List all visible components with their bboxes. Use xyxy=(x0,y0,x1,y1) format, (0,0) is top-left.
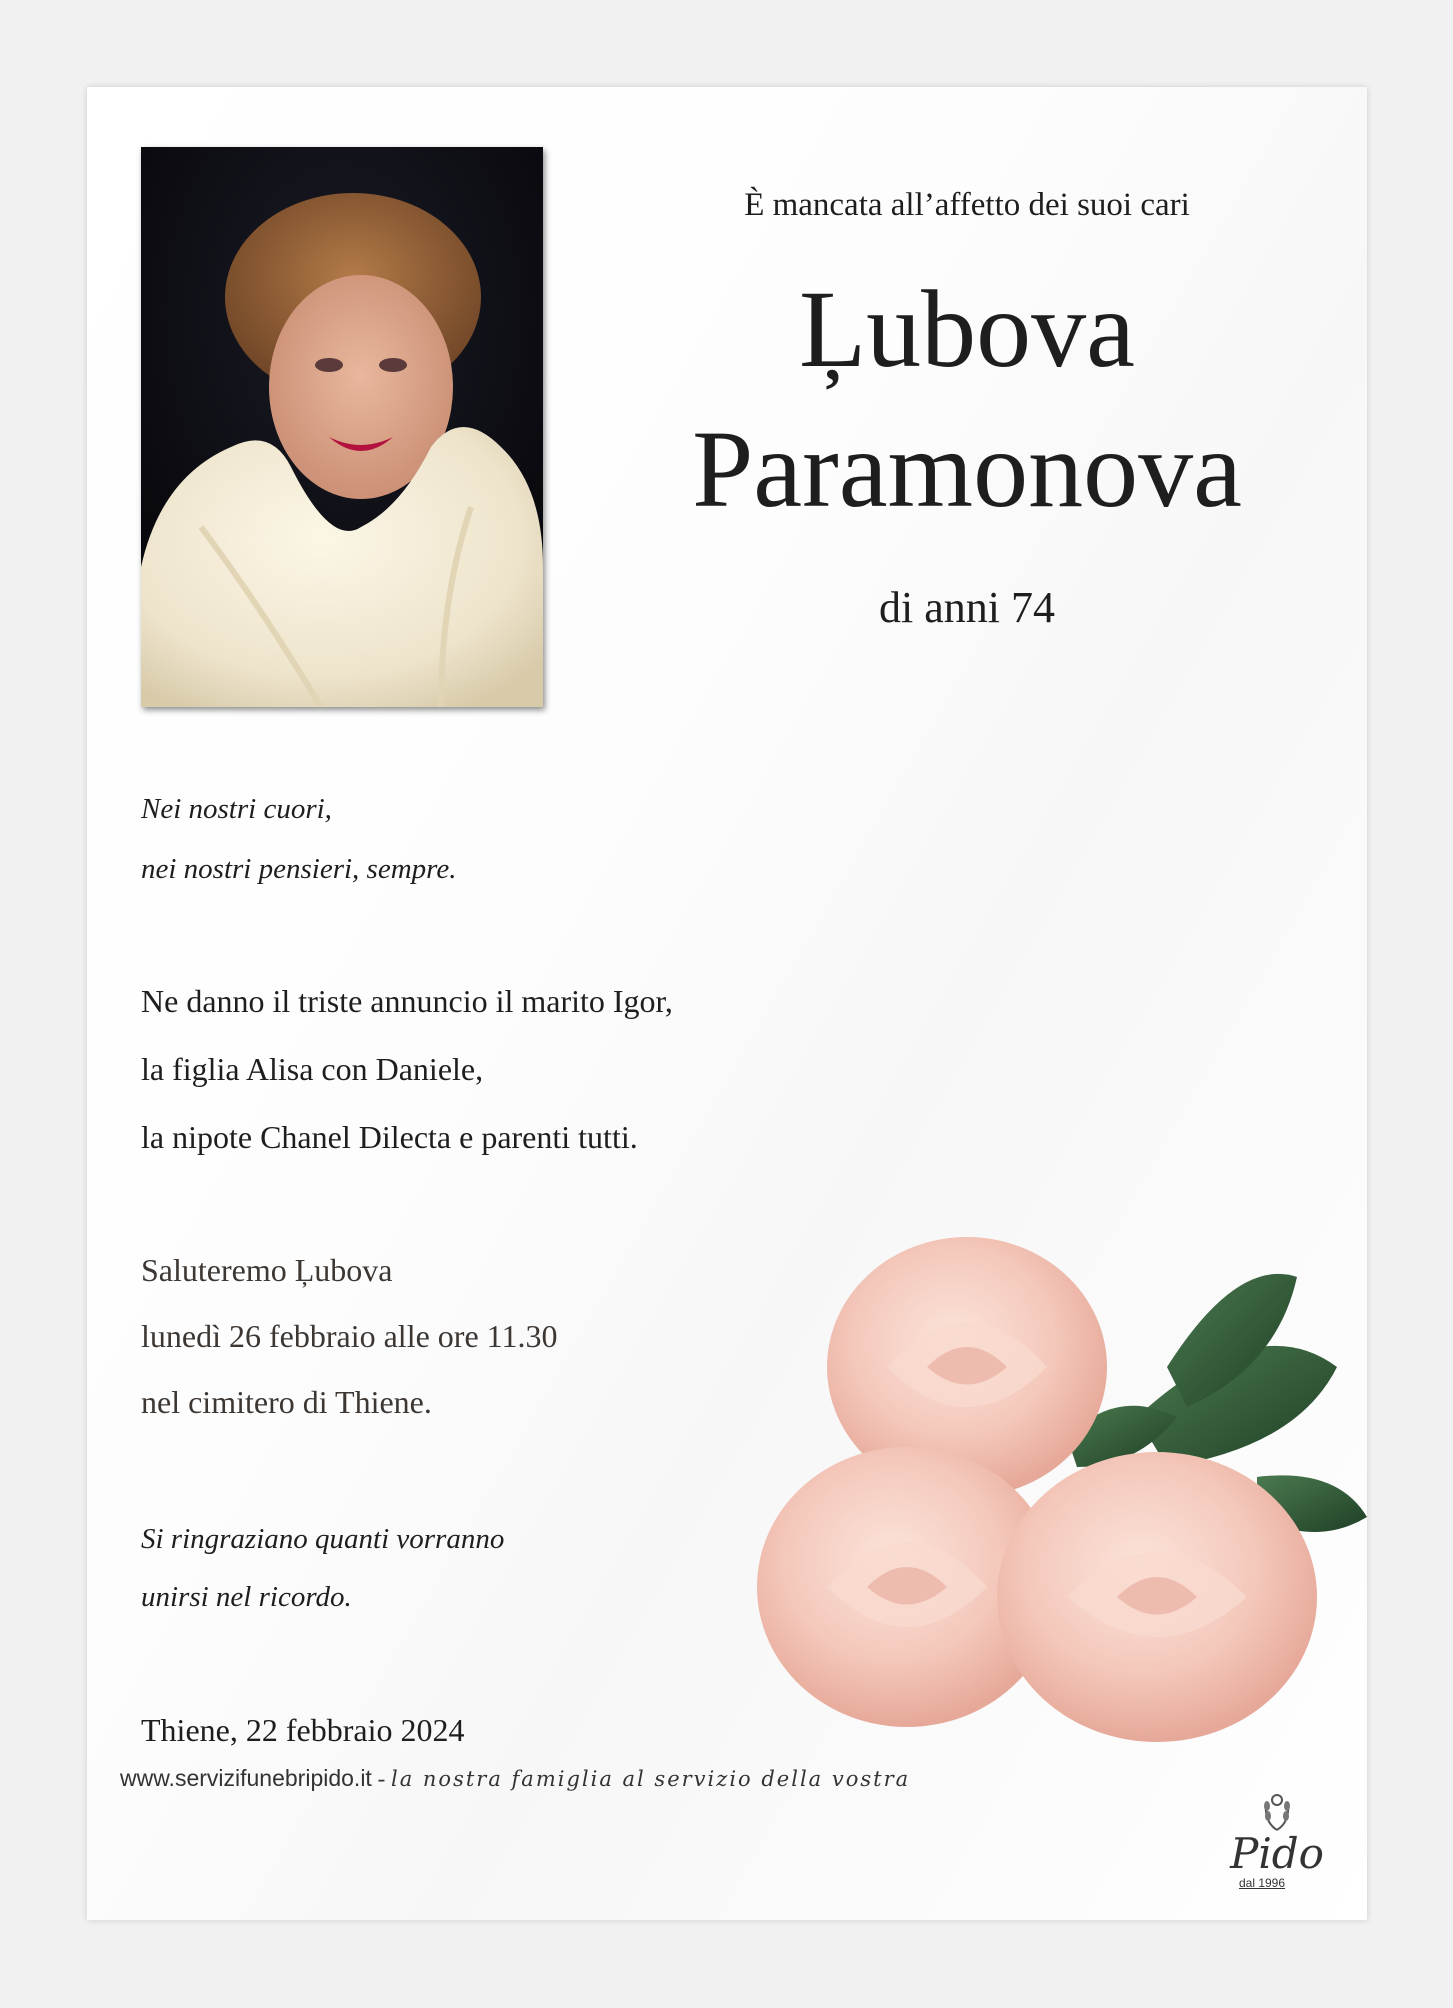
last-name: Paramonova xyxy=(692,408,1242,530)
footer-tagline: la nostra famiglia al servizio della vostra xyxy=(391,1767,911,1791)
logo-wordmark: Pido xyxy=(1230,1829,1324,1878)
announcement xyxy=(141,967,673,1171)
pink-roses-image xyxy=(737,1217,1367,1757)
announcement-line: Ne danno il triste annuncio il marito Igor, xyxy=(141,983,673,1019)
deceased-name xyxy=(587,259,1347,539)
thanks-note xyxy=(141,1510,504,1626)
quote xyxy=(141,779,456,899)
service-line: nel cimitero di Thiene. xyxy=(141,1384,432,1420)
announcement-line: la figlia Alisa con Daniele, xyxy=(141,1051,484,1087)
service-line: Saluteremo Ļubova xyxy=(141,1252,393,1288)
portrait-photo xyxy=(141,147,543,707)
thanks-line: Si ringraziano quanti vorranno xyxy=(141,1523,505,1555)
place-date: Thiene, 22 febbraio 2024 xyxy=(141,1712,465,1748)
website-link[interactable]: www.servizifunebripido.it xyxy=(120,1765,372,1791)
service-line: lunedì 26 febbraio alle ore 11.30 xyxy=(141,1318,558,1354)
laurel-wreath-icon xyxy=(1260,1792,1294,1832)
thanks-line: unirsi nel ricordo. xyxy=(141,1581,352,1613)
intro-text: È mancata all’affetto dei suoi cari xyxy=(744,187,1190,223)
first-name: Ļubova xyxy=(798,268,1135,390)
announcement-line: la nipote Chanel Dilecta e parenti tutti. xyxy=(141,1119,638,1155)
footer-separator: - xyxy=(377,1766,386,1791)
quote-line: nei nostri pensieri, sempre. xyxy=(141,853,457,885)
obituary-sheet xyxy=(87,87,1367,1920)
logo-since: dal 1996 xyxy=(1238,1876,1286,1890)
quote-line: Nei nostri cuori, xyxy=(141,793,332,825)
pido-logo xyxy=(1217,1792,1337,1902)
footer xyxy=(120,1765,1120,1792)
service-details xyxy=(141,1237,557,1435)
age-text: di anni 74 xyxy=(879,583,1055,632)
